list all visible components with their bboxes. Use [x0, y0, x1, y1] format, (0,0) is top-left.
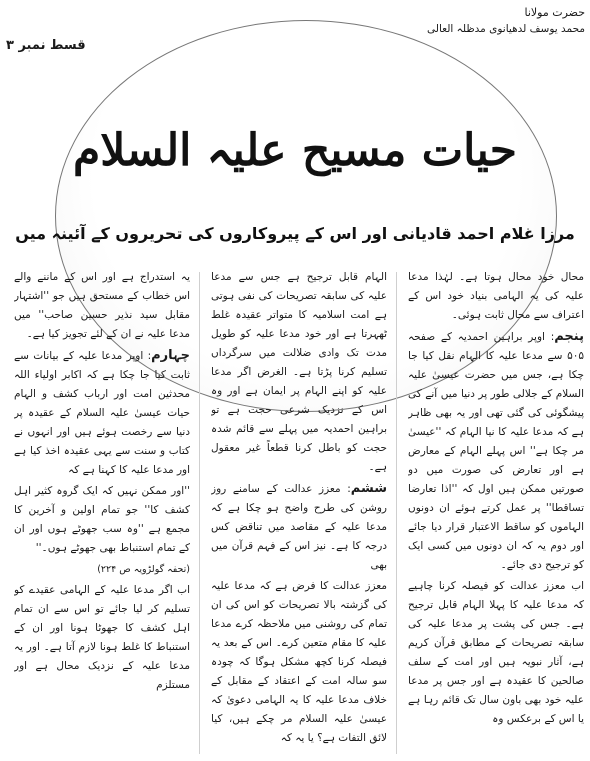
author-name: محمد یوسف لدھیانوی مدظلہ العالی	[427, 23, 585, 35]
section-heading: چہارم	[151, 348, 190, 363]
article-headline: حیات مسیح علیہ السلام	[72, 125, 518, 176]
column-divider	[396, 272, 397, 754]
paragraph	[408, 327, 584, 575]
author-title: حضرت مولانا	[524, 6, 585, 19]
column-middle	[211, 268, 387, 758]
citation: (تحفہ گولڑویہ ص ۲۲۴)	[97, 564, 190, 575]
paragraph: ''اور ممکن نہیں کہ ایک گروہ کثیر اہل کشف کا'' جو تمام اولین و آخرین کا مجمع ہے ''وہ سب جھوٹے ہوں اور ان کے تمام استنباط بھی جھوٹے ہوں۔''	[14, 485, 190, 554]
paragraph: اب اگر مدعا علیہ کے الہامی عقیدے کو تسلیم کر لیا جائے تو اس سے ان تمام اہل کشف کا جھوٹا ہونا اور ان کے استنباط کا غلط ہونا لازم آتا ہے۔ اور یہ مدعا علیہ کے نزدیک محال ہے اور مستلزم	[14, 584, 190, 691]
section-heading: ششم	[350, 481, 387, 496]
paragraph: الہام قابل ترجیح ہے جس سے مدعا علیہ کی سابقہ تصریحات کی نفی ہوتی ہے امت اسلامیہ کا متواتر عقیدہ غلط ٹھہرتا ہے اور خود مدعا علیہ کو طویل مدت تک وادی ضلالت میں سرگرداں تسلیم کرنا پڑتا ہے۔ الغرض اگر مدعا علیہ کو اپنے الہام پر ایمان ہے اور وہ اس کے نزدیک شرعی حجت ہے تو براہین احمدیہ میں پہلے سے قائم شدہ حجت کو باطل کرنا قطعاً غیر معقول ہے۔	[211, 271, 387, 473]
article-subheadline: مرزا غلام احمد قادیانی اور اس کے پیروکاروں کی تحریروں کے آئینہ میں	[15, 224, 575, 243]
paragraph: محال خود محال ہوتا ہے۔ لہٰذا مدعا علیہ کی یہ الہامی بنیاد خود اس کے اعتراف سے محال ثابت ہوئی۔	[408, 271, 584, 321]
column-divider	[199, 272, 200, 754]
column-right	[408, 268, 584, 758]
episode-number: قسط نمبر ۳	[6, 38, 86, 53]
paragraph-text: : اوپر مدعا علیہ کے بیانات سے ثابت کیا جا چکا ہے کہ اکابر اولیاء اللہ محدثین امت اور ارباب کشف و الہام حیات عیسیٰ علیہ السلام کے عقیدہ پر دنیا سے رخصت ہوئے ہیں اور انہوں نے کتاب و سنت سے یہی عقیدہ اخذ کیا ہے اور مدعا علیہ کا کہنا ہے کہ	[14, 350, 190, 476]
paragraph-text: : اوپر براہین احمدیہ کے صفحہ ۵۰۵ سے مدعا علیہ کا الہام نقل کیا جا چکا ہے، جس میں حضرت عیسیٰ علیہ السلام کے جلالی طور پر دنیا میں آنے کی پیشگوئی کی گئی تھی اور یہ بھی ظاہر ہے کہ مدعا علیہ کا نیا الہام کہ ''عیسیٰ مر چکا ہے'' اس پہلے الہام کے معارض ہے اور تعارض کی صورت میں دو صورتیں ممکن ہیں اول کہ ''اذا تعارضا تساقطا'' پر عمل کرتے ہوئے ان دونوں الہاموں کو ساقط الاعتبار قرار دیا جائے اور دوم یہ کہ ان دونوں میں کسی ایک کو ترجیح دی جائے۔	[408, 331, 584, 571]
paragraph	[14, 346, 190, 480]
paragraph-text: : معزز عدالت کے سامنے روز روشن کی طرح واضح ہو چکا ہے کہ مدعا علیہ کے مقاصد میں تناقض کس درجہ کا ہے۔ نیز اس کے فہم قرآن میں بھی	[211, 483, 387, 571]
paragraph: یہ استدراج ہے اور اس کے ماننے والے اس خطاب کے مستحق ہیں جو ''اشتہار مقابل سید نذیر حسین صاحب'' میں مدعا علیہ نے ان کے لئے تجویز کیا ہے۔	[14, 271, 190, 340]
article-body	[12, 268, 584, 758]
section-heading: پنجم	[554, 329, 584, 344]
author-credit	[415, 4, 585, 38]
paragraph	[211, 479, 387, 575]
column-left	[14, 268, 190, 758]
paragraph: اب معزز عدالت کو فیصلہ کرنا چاہیے کہ مدعا علیہ کا پہلا الہام قابل ترجیح ہے۔ جس کی پشت پر مدعا علیہ کی سابقہ تصریحات کے مطابق قرآن کریم ہے، آثار نبویہ ہیں اور امت کے سلف صالحین کا عقیدہ ہے اور جس پر مدعا علیہ خود بھی باون سال تک قائم رہا ہے یا اس کے برعکس وہ	[408, 580, 584, 725]
paragraph: معزز عدالت کا فرض ہے کہ مدعا علیہ کی گزشتہ بالا تصریحات کو اس کی ان تمام کی روشنی میں ملاحظہ کرے مدعا علیہ کا مقام متعین کرے۔ اس کے بعد یہ فیصلہ کرنا کچھ مشکل ہوگا کہ چودہ سو سالہ امت کے اعتقاد کے مقابل کے خلاف مدعا علیہ کا یہ الہامی دعویٰ کہ عیسیٰ علیہ السلام مر چکے ہیں، کیا لائق التفات ہے؟ یا یہ کہ	[211, 580, 387, 744]
